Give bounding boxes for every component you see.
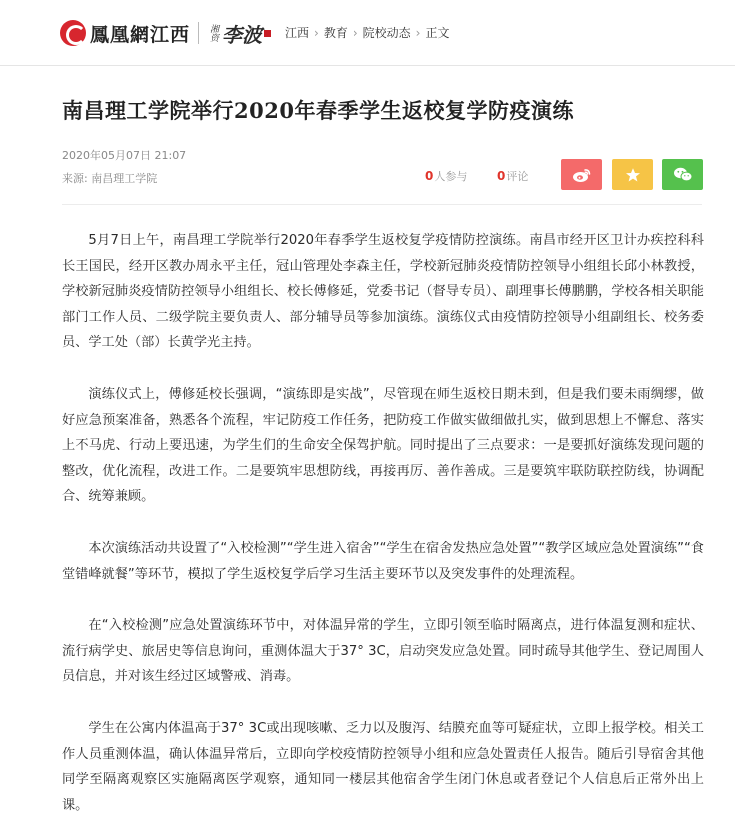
paragraph: 5月7日上午，南昌理工学院举行2020年春季学生返校复学疫情防控演练。南昌市经开区卫计办疾控科科长王国民，经开区教办周永平主任，冠山管理处李森主任，学校新冠肺炎疫情防控领导小组组长邱小林教授，学校新冠肺炎疫情防控领导小组组长、校长傅修延，党委书记（督导专员）、副理事长傅鹏鹏，学校各相关职能部门工作人员、二级学院主要负责人、部分辅导员等参加演练。演练仪式由疫情防控领导小组副组长、校务委员、学工处（部）长黄学光主持。 (62, 233, 704, 351)
share-weibo-button[interactable] (561, 159, 602, 190)
breadcrumb (285, 24, 450, 41)
star-icon (625, 167, 641, 183)
breadcrumb-education[interactable]: 教育 (323, 26, 348, 40)
paragraph: 学生在公寓内体温高于37° 3C或出现咳嗽、乏力以及腹泻、结膜充血等可疑症状，立即上报学校。相关工作人员重测体温，确认体温异常后，立即向学校疫情防控领导小组和应急处置责任人报告。随后引导宿舍其他同学至隔离观察区实施隔离医学观察，通知同一楼层其他宿舍学生闭门休息或者登记个人信息后正常外出上课。 (62, 720, 704, 813)
article-date: 2020年05月07日 21:07 (62, 149, 187, 162)
favorite-button[interactable] (612, 159, 653, 190)
wechat-icon (673, 166, 693, 183)
paragraph: 本次演练活动共设置了“入校检测”“学生进入宿舍”“学生在宿舍发热应急处置”“教学区域应急处置演练”“食堂错峰就餐”等环节，模拟了学生返校复学后学习生活主要环节以及突发事件的处理流程。 (62, 540, 704, 582)
source-name[interactable]: 南昌理工学院 (91, 172, 158, 185)
article-source (62, 170, 157, 186)
column-badge-name: 李波 (222, 22, 263, 47)
article-title: 南昌理工学院举行2020年春季学生返校复学防疫演练 (62, 98, 574, 123)
article-body (62, 228, 704, 816)
share-wechat-button[interactable] (662, 159, 703, 190)
chevron-right-icon: › (415, 25, 421, 40)
breadcrumb-school-news[interactable]: 院校动态 (362, 26, 411, 40)
logo-text: 鳳凰網江西 (90, 23, 191, 46)
site-logo[interactable] (60, 18, 284, 48)
paragraph: 演练仪式上，傅修延校长强调，“演练即是实战”，尽管现在师生返校日期未到，但是我们要未雨绸缪，做好应急预案准备，熟悉各个流程，牢记防疫工作任务，把防疫工作做实做细做扎实，做到思想上不懈怠、落实上不马虎、行动上要迅速，为学生们的生命安全保驾护航。同时提出了三点要求：一是要抓好演练发现问题的整改，优化流程，改进工作。二是要筑牢思想防线，再接再厉、善作善成。三是要筑牢联防联控防线，协调配合、统筹兼顾。 (62, 386, 704, 505)
paragraph: 在“入校检测”应急处置演练环节中，对体温异常的学生，立即引领至临时隔离点，进行体温复测和症状、流行病学史、旅居史等信息询问，重测体温大于37° 3C，启动突发应急处置。同时疏导其他学生、登记周围人员信息，并对该生经过区域警戒、消毒。 (62, 618, 704, 685)
divider (62, 204, 702, 205)
column-badge-small: 湘资 (208, 24, 219, 42)
source-label: 来源: (62, 172, 88, 185)
comments-count[interactable] (497, 168, 528, 184)
breadcrumb-current: 正文 (425, 26, 450, 40)
chevron-right-icon: › (314, 25, 319, 40)
comments-label: 评论 (506, 170, 529, 183)
participants-count[interactable] (425, 168, 467, 184)
phoenix-logo-icon (60, 20, 86, 46)
comments-number: 0 (497, 169, 506, 183)
seal-icon (264, 30, 271, 37)
column-badge (207, 19, 284, 48)
site-header (0, 0, 735, 66)
logo-divider (198, 22, 199, 44)
chevron-right-icon: › (352, 25, 358, 40)
breadcrumb-jiangxi[interactable]: 江西 (285, 26, 310, 40)
weibo-icon (572, 167, 592, 183)
participants-number: 0 (425, 169, 434, 183)
participants-label: 人参与 (434, 170, 468, 183)
